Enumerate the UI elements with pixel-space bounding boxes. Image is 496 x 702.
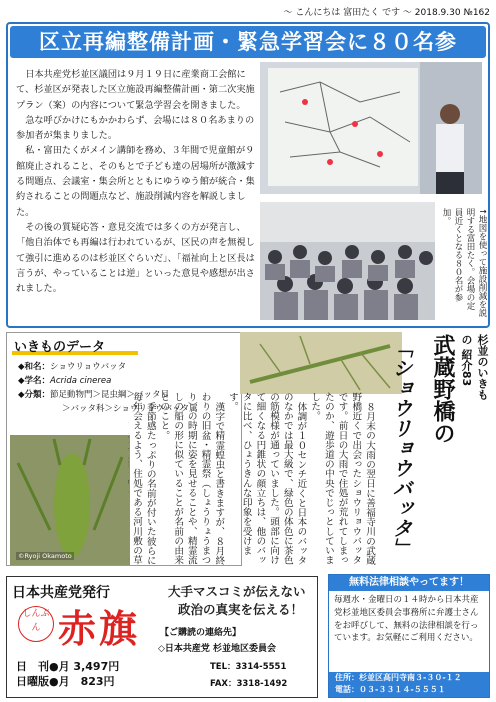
legal-consult-heading: 無料法律相談やってます！ <box>329 575 489 591</box>
newsletter-header: ～ こんにちは 富田たく です ～ 2018.9.30 №162 <box>283 8 490 18</box>
column-title-line2: 「ショウリョウバッタ」 <box>389 338 413 558</box>
article-paragraph: 急な呼びかけにもかかわらず、会場には８０名あまりの参加者が集まりました。 <box>16 114 255 142</box>
akahata-slogan: 政治の真実を伝える！ <box>178 602 304 617</box>
row-label: ◆分類： <box>18 390 51 400</box>
akahata-fax: FAX：3318-1492 <box>210 679 288 689</box>
species-data-heading: いきものデータ <box>14 340 106 355</box>
akahata-publisher: 日本共産党発行 <box>12 585 110 601</box>
legal-consult-body: 毎週水・金曜日の１４時から日本共産党杉並地区委員会事務所に弁護士さんをお呼びして、無料の法律相談を行っています。お気軽にご利用ください。 <box>334 595 479 644</box>
photo-credit: ©Ryoji Okamoto <box>18 552 72 560</box>
grasshopper-photo-bottom <box>10 435 130 565</box>
species-data-row <box>18 374 238 388</box>
row-label: ◆学名： <box>18 376 51 386</box>
photo-caption: ↑地図を使って施設削減を説明する富田たく。会場の定員近くとなる８０名が参加。 <box>441 208 487 318</box>
akahata-logo: 赤旗 <box>58 606 141 651</box>
row-value: ＞バッタ科＞ショウリョウバッタ属 <box>62 404 198 414</box>
akahata-org: ◇日本共産党 杉並地区委員会 <box>158 644 277 654</box>
row-value: 節足動物門＞昆虫綱＞バッタ目 <box>50 390 170 400</box>
column-series-label: 杉並のいきもの 紹介83 <box>460 334 489 400</box>
akahata-slogan: 大手マスコミが伝えない <box>168 584 306 599</box>
akahata-daily-price: 日 刊●月 3,497円 <box>16 660 120 673</box>
species-data-row <box>18 360 238 374</box>
legal-address: 住所：杉並区高円寺南３-３０-１２ <box>335 673 462 682</box>
akahata-tel: TEL：3314-5551 <box>210 662 287 672</box>
akahata-contact-label: 【ご購読の連絡先】 <box>160 628 242 638</box>
column-paragraph: 体調が１０センチ近くと日本のバッタのなかでは最大級で、緑色の体色に茶色の筋模様が通っていました。頭部に向けて細くなる円錐状の顔立ちは、他のバッタに比べ、ひょうきんな印象を受けます。 <box>226 392 307 565</box>
legal-consult-contact <box>329 672 489 697</box>
article-paragraph: 私・富田たくがメイン講師を務め、３年間で児童館が９館廃止されること、そのもとで子ども達の居場所が激減する問題点、会議室・集会所とともにゆうゆう館が統合・集約されることの問題点など、施設削減内容を解説しました。 <box>16 145 255 218</box>
row-label: ◆和名： <box>18 362 51 372</box>
column-title-line1: 武蔵野橋の <box>430 334 455 444</box>
column-body <box>128 392 376 568</box>
lecture-photo <box>260 62 482 194</box>
audience-photo <box>260 202 435 320</box>
akahata-logo-small: しんぶん <box>18 606 54 642</box>
akahata-sunday-price: 日曜版●月 823円 <box>16 675 115 688</box>
article-title: 区立再編整備計画・緊急学習会に８０名参 <box>39 30 457 54</box>
column-paragraph: 季節感たっぷりの名前が付いた彼らに毎年会えるよう、住処である河川敷の草 <box>131 392 156 565</box>
article-paragraph: その後の質疑応答・意見交流では多くの方が発言し、「他自治体でも再編は行われているが、区民の声を無視して強引に進めるのは杉並区ぐらいだ」、「福祉向上と区長は言うが、やっていることは逆」といった意見や感想が出されました。 <box>16 221 255 295</box>
row-value: ショウリョウバッタ <box>50 362 127 372</box>
legal-phone: 電話：０３-３３１４-５５５１ <box>335 685 446 694</box>
article-paragraph: 日本共産党杉並区議団は９月１９日に産業商工会館にて、杉並区が発表した区立施設再編整備計画・第二次実施プラン（案）の内容について緊急学習会を開きました。 <box>16 69 255 111</box>
article-body <box>16 67 256 296</box>
column-paragraph: 漢字で精霊蝗虫と書きますが、８月終わりの旧盆・精霊祭（しょうりょうまつり）の時期に姿を見せることや、精霊流しの船の形に似ていることが名前の由来とのこと。 <box>158 392 225 565</box>
row-value: Acrida cinerea <box>50 376 112 386</box>
column-paragraph: ８月末の大雨の翌日に善福寺川の武蔵野橋近くで出会ったショウリョウバッタです。前日の大雨で住処が荒れてしまったのか、遊歩道の中央でじっとしていました。 <box>309 392 375 565</box>
